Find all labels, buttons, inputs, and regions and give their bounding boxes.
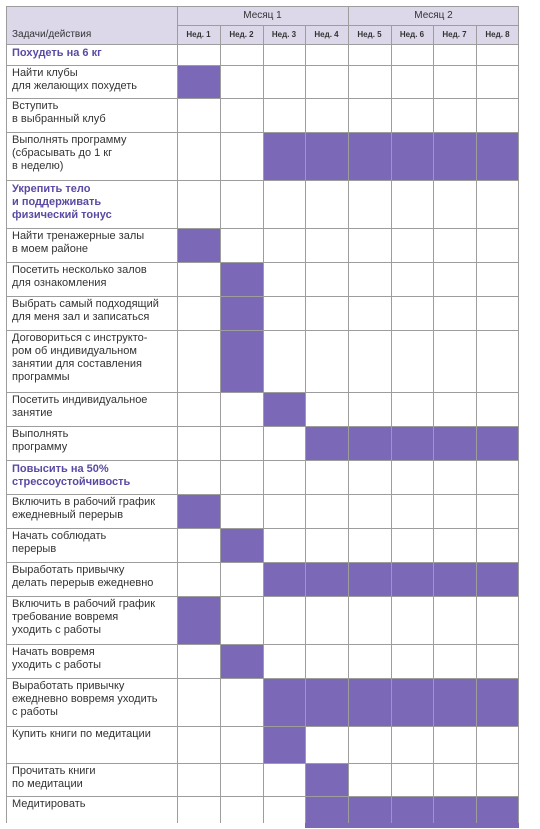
gantt-bar-week-8 — [476, 426, 519, 460]
gantt-bar-week-6 — [391, 678, 433, 726]
gantt-bar-week-5 — [348, 562, 391, 596]
gantt-bar-week-8 — [476, 132, 519, 180]
task-label: Начать соблюдать перерыв — [12, 530, 107, 555]
header-blank-cell — [6, 6, 177, 25]
task-row — [6, 65, 519, 98]
task-label: Найти клубы для желающих похудеть — [12, 67, 138, 92]
gantt-bar-week-2 — [220, 528, 263, 562]
goal-row — [6, 180, 519, 228]
task-label: Медитировать — [12, 798, 86, 810]
goal-label: Похудеть на 6 кг — [12, 47, 102, 59]
gantt-bar-week-7 — [433, 562, 476, 596]
gantt-bar-week-4 — [305, 678, 348, 726]
task-label: Купить книги по медитации — [12, 728, 151, 740]
gantt-bar-week-5 — [348, 796, 391, 828]
task-row — [6, 98, 519, 132]
gantt-bar-week-7 — [433, 132, 476, 180]
task-row — [6, 596, 519, 644]
gantt-bar-week-6 — [391, 426, 433, 460]
task-row — [6, 528, 519, 562]
task-row — [6, 426, 519, 460]
task-row — [6, 763, 519, 796]
gantt-bar-week-7 — [433, 678, 476, 726]
gantt-bar-week-1 — [177, 494, 220, 528]
task-row — [6, 678, 519, 726]
goal-label: Повысить на 50% стрессоустойчивость — [12, 463, 131, 488]
task-label: Прочитать книги по медитации — [12, 765, 96, 790]
month-header-row — [6, 6, 519, 25]
task-label: Выработать привычку ежедневно вовремя уходить с работы — [12, 680, 158, 718]
task-label: Выбрать самый подходящий для меня зал и записаться — [12, 298, 159, 323]
task-label: Посетить несколько залов для ознакомления — [12, 264, 147, 289]
gantt-bar-week-4 — [305, 562, 348, 596]
task-label: Включить в рабочий график требование вовремя уходить с работы — [12, 598, 156, 636]
week-7-header: Нед. 7 — [433, 25, 476, 44]
week-3-header: Нед. 3 — [263, 25, 305, 44]
task-label: Выработать привычку делать перерыв ежедневно — [12, 564, 154, 589]
gantt-bar-week-7 — [433, 426, 476, 460]
task-label: Выполнять программу (сбрасывать до 1 кг в неделю) — [12, 134, 127, 172]
gantt-bar-week-5 — [348, 678, 391, 726]
gantt-bar-week-1 — [177, 228, 220, 262]
gantt-bar-week-2 — [220, 330, 263, 392]
gantt-bar-week-8 — [476, 796, 519, 828]
week-8-header: Нед. 8 — [476, 25, 519, 44]
week-header-row — [6, 25, 519, 44]
task-row — [6, 562, 519, 596]
gantt-bar-week-4 — [305, 132, 348, 180]
task-row — [6, 392, 519, 426]
task-column-header: Задачи/действия — [6, 25, 177, 44]
month-2-header: Месяц 2 — [348, 6, 519, 25]
gantt-bar-week-2 — [220, 296, 263, 330]
week-4-header: Нед. 4 — [305, 25, 348, 44]
task-row — [6, 132, 519, 180]
week-2-header: Нед. 2 — [220, 25, 263, 44]
task-label: Начать вовремя уходить с работы — [12, 646, 102, 671]
gantt-bar-week-3 — [263, 726, 305, 763]
week-6-header: Нед. 6 — [391, 25, 433, 44]
task-label: Включить в рабочий график ежедневный перерыв — [12, 496, 156, 521]
task-label: Найти тренажерные залы в моем районе — [12, 230, 145, 255]
task-label: Посетить индивидуальное занятие — [12, 394, 148, 419]
task-row — [6, 494, 519, 528]
gantt-bar-week-2 — [220, 644, 263, 678]
gantt-bar-week-3 — [263, 392, 305, 426]
task-row — [6, 644, 519, 678]
task-label: Договориться с инструкто- ром об индивидуальном занятии для составления программы — [12, 332, 148, 383]
goal-row — [6, 44, 519, 65]
gantt-bar-week-3 — [263, 562, 305, 596]
gantt-bar-week-6 — [391, 562, 433, 596]
task-label: Вступить в выбранный клуб — [12, 100, 106, 125]
task-row — [6, 796, 519, 828]
month-1-header: Месяц 1 — [177, 6, 348, 25]
gantt-bar-week-1 — [177, 596, 220, 644]
gantt-bar-week-5 — [348, 132, 391, 180]
task-row — [6, 726, 519, 763]
task-row — [6, 296, 519, 330]
gantt-bar-week-4 — [305, 763, 348, 796]
gantt-bar-week-8 — [476, 562, 519, 596]
gantt-bar-week-5 — [348, 426, 391, 460]
task-row — [6, 262, 519, 296]
task-row — [6, 228, 519, 262]
gantt-bar-week-4 — [305, 796, 348, 828]
gantt-bar-week-1 — [177, 65, 220, 98]
week-1-header: Нед. 1 — [177, 25, 220, 44]
goal-label: Укрепить тело и поддерживать физический тонус — [12, 183, 112, 221]
gantt-bar-week-8 — [476, 678, 519, 726]
gantt-bar-week-3 — [263, 132, 305, 180]
gantt-bar-week-6 — [391, 796, 433, 828]
gantt-bar-week-6 — [391, 132, 433, 180]
gantt-bar-week-7 — [433, 796, 476, 828]
gantt-bar-week-4 — [305, 426, 348, 460]
task-label: Выполнять программу — [12, 428, 69, 453]
week-5-header: Нед. 5 — [348, 25, 391, 44]
gantt-bar-week-2 — [220, 262, 263, 296]
goal-row — [6, 460, 519, 494]
gantt-bar-week-3 — [263, 678, 305, 726]
task-row — [6, 330, 519, 392]
